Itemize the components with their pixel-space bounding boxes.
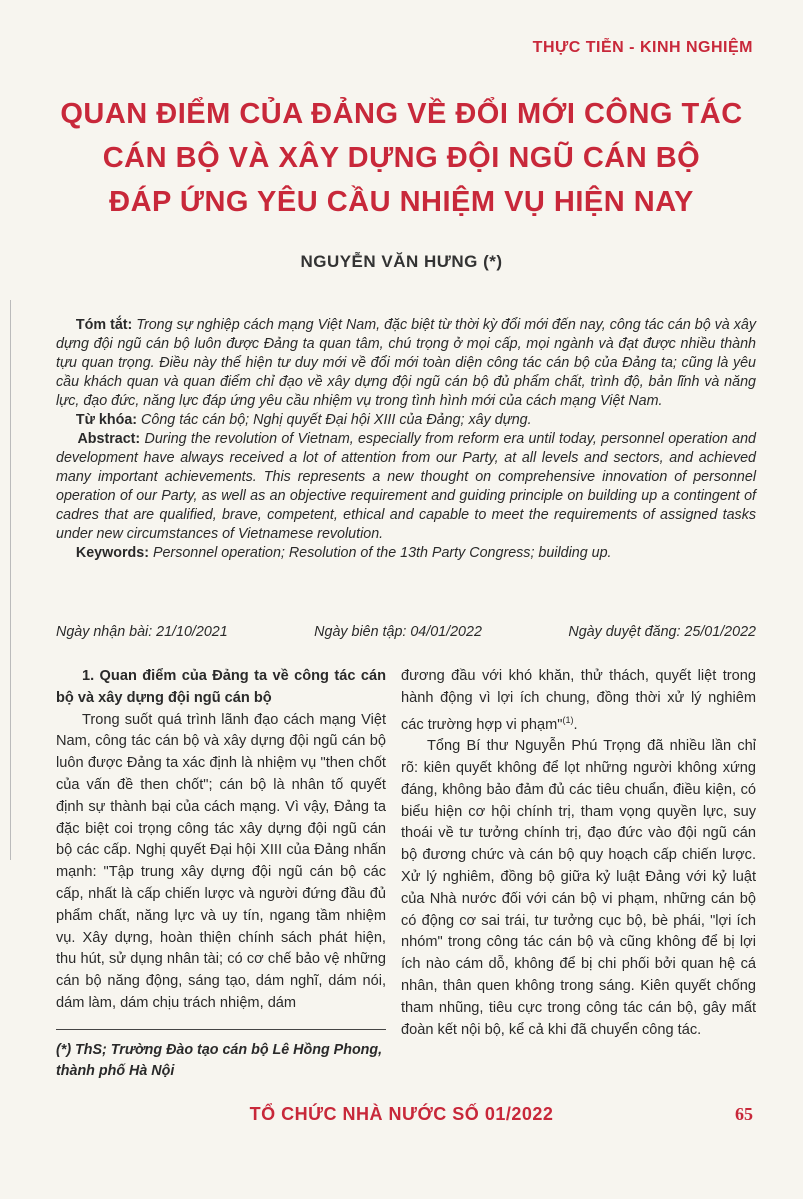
body-column-left <box>56 666 386 1015</box>
keywords-vi-label: Từ khóa: <box>75 412 138 428</box>
date-approved: Ngày duyệt đăng: 25/01/2022 <box>568 624 756 640</box>
keywords-vi-paragraph <box>56 411 756 430</box>
date-edited: Ngày biên tập: 04/01/2022 <box>314 624 482 640</box>
keywords-en-label: Keywords: <box>75 545 149 561</box>
date-received: Ngày nhận bài: 21/10/2021 <box>56 624 228 640</box>
page-number: 65 <box>735 1104 753 1124</box>
article-author: NGUYỄN VĂN HƯNG (*) <box>300 252 503 271</box>
summary-label: Tóm tắt: <box>75 317 133 333</box>
journal-footer: TỔ CHỨC NHÀ NƯỚC SỐ 01/2022 <box>249 1104 554 1124</box>
section-header: THỰC TIỄN - KINH NGHIỆM <box>532 39 753 56</box>
article-title <box>20 92 783 224</box>
keywords-en-text: Personnel operation; Resolution of the 13th Party Congress; building up. <box>148 545 612 561</box>
abstract-label: Abstract: <box>77 431 141 447</box>
title-line-3: ĐÁP ỨNG YÊU CẦU NHIỆM VỤ HIỆN NAY <box>109 186 694 218</box>
article-dates <box>56 624 756 640</box>
body-paragraph-right-2: Tổng Bí thư Nguyễn Phú Trọng đã nhiều lần chỉ rõ: kiên quyết không để lọt những người không xứng đáng, không bảo đảm đủ các tiêu chuẩn, điều kiện, có biểu hiện cơ hội chính trị, tham vọng quyền lực, suy thoái về tư tưởng chính trị, đạo đức vào đội ngũ cán bộ đương chức và cán bộ quy hoạch cấp chiến lược. Xử lý nghiêm, đồng bộ giữa kỷ luật Đảng với kỷ luật của Nhà nước đối với cán bộ vi phạm, những cán bộ có động cơ sai trái, tư tưởng cục bộ, bè phái, "lợi ích nhóm" trong công tác cán bộ và cũng không để bị lợi ích nào cám dỗ, không để bị chi phối bởi quan hệ cá nhân, thân quen không trong sáng. Kiên quyết chống tham nhũng, tiêu cực trong công tác cán bộ, gây mất đoàn kết nội bộ, kể cả khi đã chuyển công tác. <box>401 738 756 1038</box>
keywords-vi-text: Công tác cán bộ; Nghị quyết Đại hội XIII của Đảng; xây dựng. <box>137 412 532 428</box>
body-paragraph-right-1 <box>401 666 756 736</box>
keywords-en-paragraph <box>56 544 756 563</box>
title-line-2: CÁN BỘ VÀ XÂY DỰNG ĐỘI NGŨ CÁN BỘ <box>102 142 701 174</box>
body-paragraph-left: Trong suốt quá trình lãnh đạo cách mạng Việt Nam, công tác cán bộ và xây dựng đội ngũ cán bộ luôn được Đảng ta xác định là nhiệm vụ "then chốt của vấn đề then chốt"; cán bộ là nhân tố quyết định sự thành bại của cách mạng. Vì vậy, Đảng ta đặc biệt coi trọng công tác xây dựng đội ngũ cán bộ các cấp. Nghị quyết Đại hội XIII của Đảng nhấn mạnh: "Tập trung xây dựng đội ngũ cán bộ các cấp, nhất là cấp chiến lược và người đứng đầu đủ phẩm chất, năng lực và uy tín, ngang tầm nhiệm vụ. Xây dựng, hoàn thiện chính sách phát hiện, thu hút, sử dụng nhân tài; có cơ chế bảo vệ những cán bộ năng động, sáng tạo, dám nghĩ, dám nói, dám làm, dám chịu trách nhiệm, dám <box>56 711 386 1011</box>
abstract-text: During the revolution of Vietnam, especially from reform era until today, personnel operation and development have always received a lot of attention from our Party, at all levels and sectors, and achieved many important achievements. This represents a new thought on comprehensive innovation of personnel operation of our Party, as well as an objective requirement and guiding principle on building up a contingent of cadres that are qualified, brave, competent, ethical and capable to meet the requirements of assigned tasks under new circumstances of Vietnamese revolution. <box>56 431 756 542</box>
footnote-divider <box>56 1029 386 1030</box>
body-paragraph-right-1-text: đương đầu với khó khăn, thử thách, quyết liệt trong hành động vì lợi ích chung, đồng thời xử lý nghiêm các trường hợp vi phạm" <box>401 668 756 733</box>
title-line-1: QUAN ĐIỂM CỦA ĐẢNG VỀ ĐỔI MỚI CÔNG TÁC <box>60 98 743 130</box>
abstract-block <box>56 316 756 563</box>
body-paragraph-right-1-end: . <box>573 716 578 733</box>
page-margin-line <box>10 300 11 860</box>
summary-paragraph <box>56 316 756 411</box>
section-1-heading: 1. Quan điểm của Đảng ta về công tác cán bộ và xây dựng đội ngũ cán bộ <box>56 668 386 706</box>
body-column-right <box>401 666 756 1041</box>
footnote-ref-1: (1) <box>562 714 574 725</box>
abstract-paragraph <box>56 430 756 544</box>
author-footnote: (*) ThS; Trường Đào tạo cán bộ Lê Hồng Phong, thành phố Hà Nội <box>56 1042 383 1079</box>
summary-text: Trong sự nghiệp cách mạng Việt Nam, đặc biệt từ thời kỳ đổi mới đến nay, công tác cán bộ và xây dựng đội ngũ cán bộ luôn được Đảng ta quan tâm, chú trọng ở mọi cấp, mọi ngành và đạt được nhiều thành tựu quan trọng. Điều này thể hiện tư duy mới về đổi mới toàn diện công tác cán bộ của Đảng ta; cũng là yêu cầu khách quan và quan điểm chỉ đạo về xây dựng đội ngũ cán bộ đủ phẩm chất, trình độ, bản lĩnh và năng lực, đạo đức, năng lực đáp ứng yêu cầu nhiệm vụ trong tình hình mới của cách mạng Việt Nam. <box>56 317 756 409</box>
